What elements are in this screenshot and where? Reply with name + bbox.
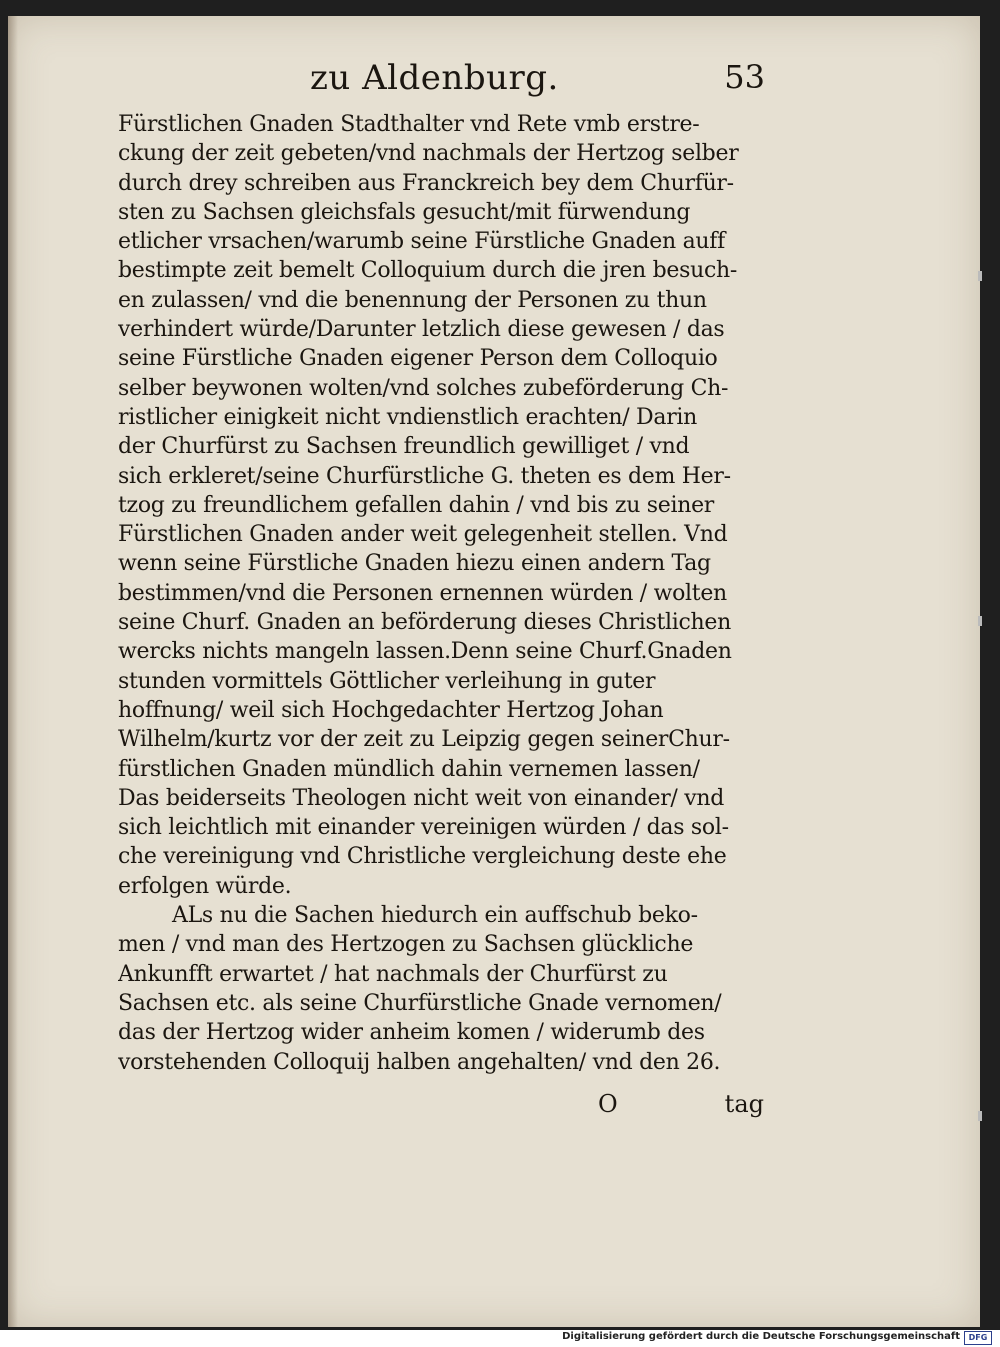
page-edge-mark [978, 616, 982, 626]
text-line: ristlicher einigkeit nicht vndienstlich erachten/ Darin [118, 404, 698, 430]
page-gutter-shadow [8, 16, 18, 1327]
text-line: vorstehenden Colloquij halben angehalten/ vnd den 26. [118, 1049, 721, 1075]
page-footer-marks [598, 1090, 768, 1124]
text-line: der Churfürst zu Sachsen freundlich gewilliget / vnd [118, 434, 690, 460]
text-line: Wilhelm/kurtz vor der zeit zu Leipzig gegen seinerChur- [118, 727, 730, 753]
running-title: zu Aldenburg. [310, 58, 559, 98]
text-line: Sachsen etc. als seine Churfürstliche Gnade vernomen/ [118, 990, 722, 1016]
text-line: fürstlichen Gnaden mündlich dahin vernemen lassen/ [118, 756, 700, 782]
text-line: bestimmen/vnd die Personen ernennen würden / wolten [118, 580, 727, 606]
text-line: Fürstlichen Gnaden Stadthalter vnd Rete vmb erstre- [118, 112, 700, 137]
text-line: stunden vormittels Göttlicher verleihung in guter [118, 668, 656, 694]
text-line: sich erkleret/seine Churfürstliche G. theten es dem Her- [118, 463, 731, 489]
text-line: ALs nu die Sachen hiedurch ein auffschub beko- [172, 903, 698, 929]
text-line: wenn seine Fürstliche Gnaden hiezu einen andern Tag [118, 551, 711, 577]
text-line: bestimpte zeit bemelt Colloquium durch die jren besuch- [118, 258, 737, 284]
signature-mark: O [598, 1090, 618, 1118]
text-line: sich leichtlich mit einander vereinigen würden / das sol- [118, 815, 729, 841]
page-number: 53 [724, 58, 765, 96]
text-line: wercks nichts mangeln lassen.Denn seine Churf.Gnaden [118, 639, 732, 665]
text-line: selber beywonen wolten/vnd solches zubeförderung Ch- [118, 375, 729, 401]
page-edge-mark [978, 1111, 982, 1121]
credit-bar [0, 1330, 1000, 1347]
text-line: erfolgen würde. [118, 873, 292, 899]
text-line: hoffnung/ weil sich Hochgedachter Hertzog Johan [118, 697, 664, 723]
text-line: etlicher vrsachen/warumb seine Fürstliche Gnaden auff [118, 229, 725, 255]
text-line: che vereinigung vnd Christliche vergleichung deste ehe [118, 844, 727, 870]
catchword: tag [724, 1090, 764, 1118]
text-line: seine Churf. Gnaden an beförderung dieses Christlichen [118, 610, 731, 636]
text-line: men / vnd man des Hertzogen zu Sachsen glückliche [118, 932, 694, 958]
text-line: tzog zu freundlichem gefallen dahin / vnd bis zu seiner [118, 492, 715, 518]
text-line: seine Fürstliche Gnaden eigener Person dem Colloquio [118, 346, 718, 372]
text-line: verhindert würde/Darunter letzlich diese gewesen / das [118, 317, 725, 343]
text-line: sten zu Sachsen gleichsfals gesucht/mit fürwendung [118, 199, 691, 225]
text-line: en zulassen/ vnd die benennung der Personen zu thun [118, 287, 707, 313]
running-head [120, 58, 765, 102]
credit-text: Digitalisierung gefördert durch die Deutsche Forschungsgemeinschaft [562, 1331, 960, 1342]
body-text [118, 110, 770, 1077]
text-line: ckung der zeit gebeten/vnd nachmals der Hertzog selber [118, 141, 739, 167]
text-line: durch drey schreiben aus Franckreich bey dem Churfür- [118, 170, 734, 196]
dfg-logo: DFG [964, 1331, 992, 1345]
page-edge-mark [978, 271, 982, 281]
text-line: Das beiderseits Theologen nicht weit von einander/ vnd [118, 785, 725, 811]
text-line: das der Hertzog wider anheim komen / widerumb des [118, 1020, 705, 1046]
text-line: Ankunfft erwartet / hat nachmals der Churfürst zu [118, 961, 668, 987]
text-line: Fürstlichen Gnaden ander weit gelegenheit stellen. Vnd [118, 522, 728, 548]
